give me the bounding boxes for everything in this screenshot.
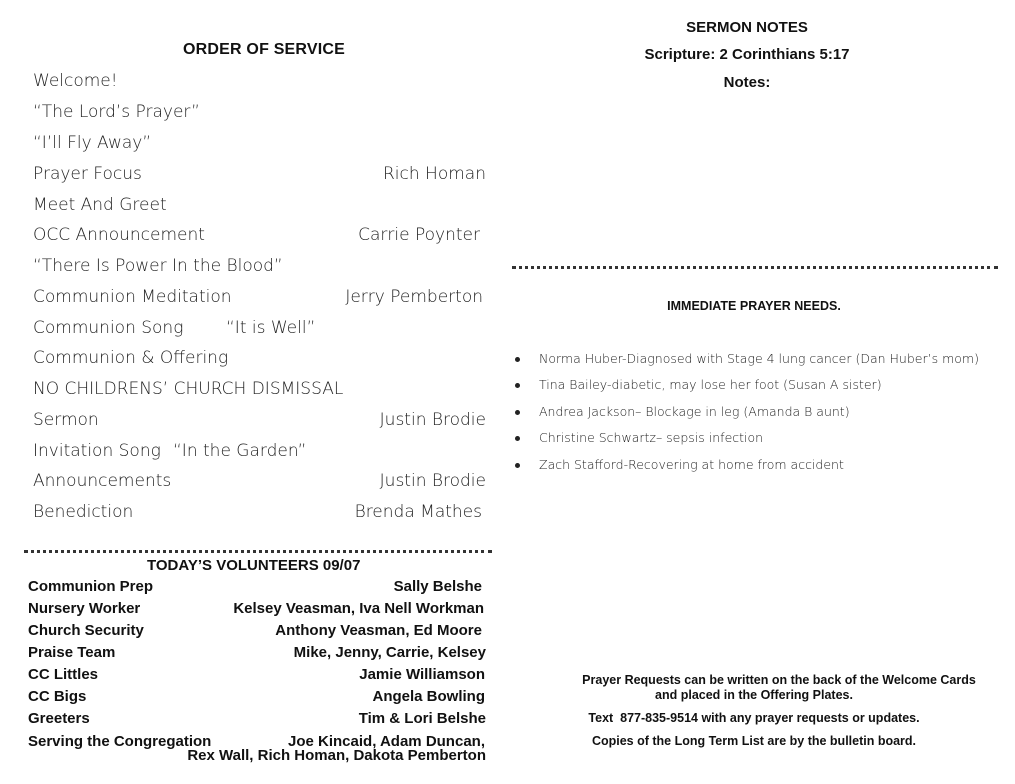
service-item-sermon	[33, 410, 486, 434]
service-item-name: Invitation Song	[33, 441, 161, 461]
service-item-name: Communion Meditation	[33, 287, 232, 307]
volunteer-role: Church Security	[28, 622, 144, 639]
service-item-person: Justin Brodie	[379, 471, 486, 491]
volunteer-row	[28, 710, 486, 730]
prayer-need-text: Andrea Jackson– Blockage in leg (Amanda B aunt)	[539, 404, 850, 419]
prayer-need-text: Norma Huber-Diagnosed with Stage 4 lung cancer (Dan Huber’s mom)	[539, 351, 979, 366]
volunteer-role: Communion Prep	[28, 578, 154, 595]
notes-label: Notes:	[723, 74, 771, 91]
service-item-invitation-song	[33, 441, 486, 465]
prayer-need-text: Tina Bailey-diabetic, may lose her foot (Susan A sister)	[539, 377, 882, 392]
bullet-icon	[515, 383, 520, 388]
prayer-need-text: Christine Schwartz– sepsis infection	[539, 430, 764, 445]
service-item-prayer-focus	[33, 164, 486, 188]
volunteer-names: Anthony Veasman, Ed Moore	[275, 622, 482, 639]
volunteer-row	[28, 688, 486, 708]
volunteer-row	[28, 600, 486, 620]
volunteer-role: CC Bigs	[28, 688, 87, 705]
service-item-name: Prayer Focus	[33, 164, 142, 184]
service-item-name: Communion Song	[33, 318, 184, 338]
volunteer-names: Jamie Williamson	[359, 666, 485, 683]
bullet-icon	[515, 436, 520, 441]
service-item-name: NO CHILDRENS’ CHURCH DISMISSAL	[33, 379, 344, 399]
service-item-communion-meditation	[33, 287, 486, 311]
volunteer-names: Tim & Lori Belshe	[358, 710, 486, 727]
service-item-person: Rich Homan	[383, 164, 486, 184]
bullet-icon	[515, 357, 520, 362]
footer-text-line: Text 877-835-9514 with any prayer requests or updates.	[588, 711, 920, 725]
service-item-fly-away	[33, 133, 486, 157]
volunteer-names: Sally Belshe	[393, 578, 482, 595]
volunteer-row	[28, 733, 486, 769]
volunteer-row	[28, 578, 486, 598]
service-item-person: Carrie Poynter	[358, 225, 480, 245]
service-item-name: “I’ll Fly Away”	[33, 133, 152, 153]
prayer-need-text: Zach Stafford-Recovering at home from accident	[539, 457, 844, 472]
service-item-welcome	[33, 71, 486, 95]
service-item-communion-offering	[33, 348, 486, 372]
volunteer-names-line2: Rex Wall, Rich Homan, Dakota Pemberton	[187, 747, 486, 764]
service-item-name: OCC Announcement	[33, 225, 205, 245]
service-item-name: Welcome!	[33, 71, 118, 91]
service-item-benediction	[33, 502, 486, 526]
service-item-person: Brenda Mathes	[354, 502, 482, 522]
service-item-song: “It is Well”	[226, 318, 316, 338]
service-item-name: Announcements	[33, 471, 172, 491]
service-item-name: Benediction	[33, 502, 134, 522]
service-item-lords-prayer	[33, 102, 486, 126]
bullet-icon	[515, 463, 520, 468]
volunteer-role: Serving the Congregation	[28, 733, 212, 750]
service-item-song: “In the Garden”	[173, 441, 307, 461]
divider-right	[512, 266, 998, 269]
volunteer-row	[28, 666, 486, 686]
divider-left	[24, 550, 492, 553]
volunteer-role: Nursery Worker	[28, 600, 141, 617]
volunteer-names: Kelsey Veasman, Iva Nell Workman	[233, 600, 484, 617]
service-item-name: Communion & Offering	[33, 348, 229, 368]
service-item-occ-announcement	[33, 225, 486, 249]
order-of-service-title: ORDER OF SERVICE	[183, 41, 346, 58]
volunteer-names: Joe Kincaid, Adam Duncan,	[288, 733, 485, 750]
prayer-needs-title: IMMEDIATE PRAYER NEEDS.	[667, 299, 841, 313]
volunteer-role: CC Littles	[28, 666, 99, 683]
service-item-communion-song	[33, 318, 486, 342]
volunteer-row	[28, 622, 486, 642]
service-item-person: Justin Brodie	[379, 410, 486, 430]
volunteers-title: TODAY’S VOLUNTEERS 09/07	[147, 557, 361, 574]
scripture-reference: Scripture: 2 Corinthians 5:17	[644, 46, 850, 63]
footer-long-term-list: Copies of the Long Term List are by the bulletin board.	[591, 734, 917, 748]
volunteer-role: Praise Team	[28, 644, 116, 661]
sermon-notes-title: SERMON NOTES	[686, 19, 808, 36]
service-item-name: “The Lord’s Prayer”	[33, 102, 200, 122]
service-item-name: Sermon	[33, 410, 99, 430]
service-item-meet-greet	[33, 195, 486, 219]
footer-prayer-requests-line2: and placed in the Offering Plates.	[655, 688, 853, 702]
service-item-person: Jerry Pemberton	[345, 287, 483, 307]
service-item-name: “There Is Power In the Blood”	[33, 256, 283, 276]
service-item-name: Meet And Greet	[33, 195, 167, 215]
service-item-no-childrens-church	[33, 379, 486, 403]
volunteer-role: Greeters	[28, 710, 90, 727]
footer-prayer-requests-line1: Prayer Requests can be written on the back of the Welcome Cards	[582, 673, 976, 687]
bullet-icon	[515, 410, 520, 415]
volunteer-names: Angela Bowling	[372, 688, 485, 705]
service-item-announcements	[33, 471, 486, 495]
volunteer-row	[28, 644, 486, 664]
service-item-power-blood	[33, 256, 486, 280]
volunteer-names: Mike, Jenny, Carrie, Kelsey	[293, 644, 486, 661]
